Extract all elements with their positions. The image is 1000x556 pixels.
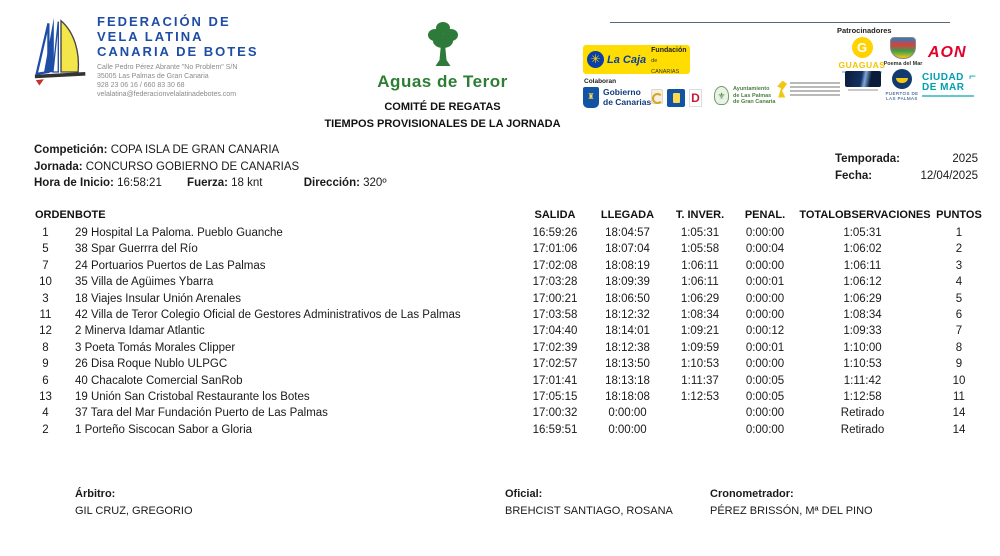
jornada-row <box>34 159 387 176</box>
cronometrador-name: PÉREZ BRISSÓN, Mª DEL PINO <box>710 505 873 517</box>
cell-bote: 24 Portuarios Puertos de Las Palmas <box>75 259 266 272</box>
ciudad-de-mar-tagline-bar <box>922 95 974 97</box>
cell-bote: 2 Minerva Idamar Atlantic <box>75 325 205 338</box>
fuerza-label: Fuerza: <box>187 177 228 189</box>
header-penal: PENAL. <box>744 209 786 221</box>
table-row <box>30 225 988 241</box>
patrocinadores-label: Patrocinadores <box>837 26 892 35</box>
guaguas-g-icon: G <box>852 37 873 58</box>
results-table <box>30 207 988 438</box>
cell-llegada: 18:08:19 <box>605 259 650 272</box>
phone-line: 928 23 06 16 / 660 83 30 68 <box>97 82 185 89</box>
cell-orden: 3 <box>42 292 49 305</box>
cell-orden: 13 <box>39 391 52 404</box>
cell-bote: 29 Hospital La Paloma. Pueblo Guanche <box>75 227 283 239</box>
cronometrador-block <box>710 486 873 520</box>
cell-puntos: 5 <box>955 292 963 305</box>
cronometrador-label: Cronometrador: <box>710 488 794 500</box>
cell-puntos: 7 <box>955 325 963 338</box>
table-row <box>30 340 988 356</box>
federation-logo <box>34 14 259 99</box>
ciudad-de-mar-logo <box>922 69 982 97</box>
cell-bote: 37 Tara del Mar Fundación Puerto de Las Palmas <box>75 407 328 420</box>
document-title <box>270 99 615 133</box>
cell-total-observaciones: 1:05:31 <box>843 227 882 239</box>
ayuntamiento-line1: Ayuntamiento <box>733 86 770 92</box>
cell-llegada: 18:18:08 <box>605 391 650 404</box>
cell-llegada: 18:07:04 <box>605 243 650 256</box>
guaguas-label: GUAGUAS <box>838 60 886 70</box>
oficial-block <box>505 486 673 520</box>
table-row <box>30 356 988 372</box>
blue-emblem-logo <box>667 89 685 107</box>
cell-orden: 8 <box>42 341 49 354</box>
cell-t-inver <box>665 422 735 438</box>
temporada-row <box>835 151 978 168</box>
table-row <box>30 307 988 323</box>
puertos-circle-icon <box>892 69 912 89</box>
oficial-label: Oficial: <box>505 488 543 500</box>
sailing-photo-logo <box>845 71 881 87</box>
arbitro-label: Árbitro: <box>75 488 116 500</box>
ciudad-line2: DE MAR <box>922 82 965 93</box>
gobierno-line2: de Canarias <box>603 96 652 107</box>
address-line: Calle Pedro Pérez Abrante "No Problem" S/N <box>97 64 238 71</box>
gobierno-text <box>603 88 651 107</box>
cell-salida: 17:02:39 <box>532 341 578 354</box>
instituto-fine-print <box>790 80 840 98</box>
cell-llegada: 18:13:18 <box>605 374 650 387</box>
federation-name-line: VELA LATINA <box>97 29 204 44</box>
federation-name <box>97 14 259 59</box>
cell-penal: 0:00:00 <box>745 358 785 371</box>
cell-salida: 17:04:40 <box>532 325 578 338</box>
lateen-sail-boat-icon <box>34 14 88 99</box>
cell-orden: 7 <box>42 259 49 272</box>
cell-puntos: 6 <box>955 309 963 322</box>
aon-logo: AON <box>928 44 967 61</box>
fundacion-canarias-text <box>651 44 686 76</box>
poema-del-mar-shield-icon <box>890 37 916 59</box>
cell-orden: 9 <box>42 358 49 371</box>
la-caja-name: La Caja <box>607 53 647 66</box>
email-line: velalatina@federacionvelalatinadebotes.com <box>97 91 237 98</box>
cell-penal: 0:00:12 <box>745 325 785 338</box>
cell-salida: 17:05:15 <box>532 391 578 404</box>
ayuntamiento-text <box>733 86 776 106</box>
cell-t-inver: 1:05:58 <box>680 243 720 256</box>
cell-orden: 11 <box>39 309 52 322</box>
cell-t-inver: 1:06:29 <box>680 292 720 305</box>
gobierno-crest-icon: ♜ <box>583 87 599 108</box>
cell-total-observaciones: Retirado <box>840 423 885 436</box>
cell-puntos: 14 <box>952 423 966 436</box>
cell-penal: 0:00:00 <box>745 259 785 272</box>
cell-t-inver <box>665 405 735 421</box>
cell-orden: 5 <box>42 243 49 256</box>
federation-name-line: CANARIA DE BOTES <box>97 44 259 59</box>
instituto-municipal-deportes-logo <box>776 80 840 98</box>
ayuntamiento-line2: de Las Palmas <box>733 92 772 99</box>
cell-penal: 0:00:01 <box>745 276 785 289</box>
cell-t-inver: 1:09:21 <box>680 325 720 338</box>
competicion-label: Competición: <box>34 144 108 156</box>
cell-bote: 26 Disa Roque Nublo ULPGC <box>75 358 228 371</box>
cell-penal: 0:00:05 <box>745 391 785 404</box>
federation-name-line: FEDERACIÓN DE <box>97 14 231 29</box>
aguas-de-teror-label: Aguas de Teror <box>377 72 508 91</box>
table-row <box>30 241 988 257</box>
cell-puntos: 14 <box>952 407 966 420</box>
cell-orden: 1 <box>42 227 49 239</box>
gobierno-de-canarias-logo <box>583 87 651 108</box>
aguas-de-teror-logo <box>365 20 520 92</box>
header-puntos: PUNTOS <box>936 209 982 221</box>
title-tiempos: TIEMPOS PROVISIONALES DE LA JORNADA <box>324 118 561 130</box>
cell-puntos: 10 <box>952 374 966 387</box>
cell-bote: 42 Villa de Teror Colegio Oficial de Gestores Administrativos de Las Palmas <box>75 309 461 322</box>
cell-puntos: 2 <box>955 243 963 256</box>
cell-llegada: 18:13:50 <box>605 358 650 371</box>
cell-bote: 38 Spar Guerrra del Río <box>75 243 198 256</box>
cell-salida: 17:00:21 <box>532 292 578 305</box>
table-row <box>30 422 988 438</box>
hora-inicio-value: 16:58:21 <box>117 177 162 189</box>
cell-total-observaciones: 1:06:11 <box>843 259 882 272</box>
cell-salida: 17:03:58 <box>532 309 578 322</box>
cell-t-inver: 1:05:31 <box>680 227 720 239</box>
cell-llegada: 0:00:00 <box>608 423 647 436</box>
ayuntamiento-las-palmas-logo <box>714 86 776 106</box>
results-table-header <box>30 207 988 225</box>
la-caja-fundacion-logo <box>583 45 690 74</box>
cell-bote: 40 Chacalote Comercial SanRob <box>75 374 243 387</box>
competicion-value: COPA ISLA DE GRAN CANARIA <box>110 144 280 156</box>
cell-salida: 17:02:08 <box>532 259 578 272</box>
cell-puntos: 4 <box>955 276 963 289</box>
cell-penal: 0:00:00 <box>745 423 785 436</box>
header-separator-line <box>610 22 950 23</box>
arbitro-name: GIL CRUZ, GREGORIO <box>75 505 193 517</box>
hora-inicio-label: Hora de Inicio: <box>34 177 114 189</box>
header-orden: ORDEN <box>35 209 75 221</box>
cell-salida: 16:59:26 <box>532 227 578 239</box>
cell-puntos: 8 <box>955 341 963 354</box>
cell-salida: 17:01:41 <box>532 374 578 387</box>
cell-t-inver: 1:12:53 <box>680 391 720 404</box>
cell-salida: 17:02:57 <box>532 358 578 371</box>
jornada-value: CONCURSO GOBIERNO DE CANARIAS <box>85 160 300 173</box>
arbitro-block <box>75 486 193 520</box>
table-row <box>30 389 988 405</box>
temporada-label: Temporada: <box>835 153 900 165</box>
fish-hook-icon: ⌐ <box>968 69 976 83</box>
cell-t-inver: 1:10:53 <box>680 358 720 371</box>
cell-puntos: 1 <box>955 227 963 239</box>
cell-bote: 1 Porteño Siscocan Sabor a Gloria <box>75 423 253 436</box>
results-table-body <box>30 225 988 438</box>
condiciones-row <box>34 175 387 192</box>
cell-total-observaciones: 1:06:02 <box>843 243 882 256</box>
oficial-name: BREHCIST SANTIAGO, ROSANA <box>505 505 673 517</box>
cell-llegada: 18:14:01 <box>605 325 650 338</box>
poema-del-mar-logo <box>882 37 924 67</box>
ayuntamiento-line3: de Gran Canaria <box>733 99 776 105</box>
cell-total-observaciones: 1:06:29 <box>843 292 882 305</box>
de-canarias-label: de CANARIAS <box>651 57 680 75</box>
cell-llegada: 18:09:39 <box>605 276 650 289</box>
cell-total-observaciones: 1:08:34 <box>843 309 882 322</box>
cell-t-inver: 1:09:59 <box>680 341 720 354</box>
direccion-value: 320º <box>363 177 387 189</box>
cell-orden: 4 <box>42 407 49 420</box>
fecha-row <box>835 168 978 185</box>
cell-salida: 16:59:51 <box>532 423 578 436</box>
cell-puntos: 9 <box>955 358 963 371</box>
cell-llegada: 18:06:50 <box>605 292 650 305</box>
cell-orden: 12 <box>39 325 52 338</box>
cell-orden: 6 <box>42 374 49 387</box>
cabildo-logo <box>651 89 663 104</box>
cell-total-observaciones: 1:10:00 <box>843 341 882 354</box>
athlete-figure-icon <box>776 81 787 98</box>
cell-llegada: 18:12:32 <box>605 309 650 322</box>
cell-total-observaciones: Retirado <box>840 407 885 420</box>
ciudad-line1: CIUDAD <box>922 72 964 83</box>
cell-total-observaciones: 1:11:42 <box>843 374 882 387</box>
poema-del-mar-label: Poema del Mar <box>883 61 923 67</box>
fecha-value: 12/04/2025 <box>920 170 978 182</box>
season-info <box>835 151 978 185</box>
direccion-label: Dirección: <box>303 177 360 189</box>
cell-total-observaciones: 1:12:58 <box>843 391 882 404</box>
header-t-inver: T. INVER. <box>675 209 725 221</box>
cell-penal: 0:00:04 <box>745 243 785 256</box>
gobierno-line1: Gobierno <box>603 87 641 97</box>
cell-t-inver: 1:06:11 <box>681 276 719 289</box>
cell-t-inver: 1:06:11 <box>681 259 719 272</box>
cell-bote: 3 Poeta Tomás Morales Clipper <box>75 341 236 354</box>
cell-llegada: 18:04:57 <box>605 227 650 239</box>
fundacion-label: Fundación <box>651 46 687 54</box>
ayuntamiento-crest-icon: ⚜ <box>714 86 729 105</box>
cell-penal: 0:00:00 <box>745 309 785 322</box>
cell-total-observaciones: 1:06:12 <box>843 276 882 289</box>
fuerza-value: 18 knt <box>231 177 263 189</box>
cell-bote: 19 Unión San Cristobal Restaurante los Botes <box>75 391 310 404</box>
cell-puntos: 11 <box>953 391 965 404</box>
fecha-label: Fecha: <box>835 170 873 182</box>
competition-info <box>34 142 387 192</box>
la-caja-sun-icon: ✳ <box>587 51 604 68</box>
header-observaciones: OBSERVACIONES <box>835 209 931 221</box>
table-row <box>30 274 988 290</box>
header-llegada: LLEGADA <box>600 209 655 221</box>
d-emblem-logo: D <box>689 89 702 107</box>
cell-llegada: 0:00:00 <box>608 407 647 420</box>
puertos-label: PUERTOS DE LAS PALMAS <box>885 91 919 101</box>
cell-bote: 18 Viajes Insular Unión Arenales <box>75 292 242 305</box>
cell-salida: 17:00:32 <box>532 407 578 420</box>
federation-text <box>97 14 259 99</box>
table-row <box>30 323 988 339</box>
cell-bote: 35 Villa de Agüimes Ybarra <box>75 276 214 289</box>
cell-penal: 0:00:00 <box>745 292 785 305</box>
cell-total-observaciones: 1:09:33 <box>843 325 882 338</box>
cell-salida: 17:03:28 <box>532 276 578 289</box>
header-salida: SALIDA <box>534 209 576 221</box>
header-bote: BOTE <box>75 209 106 221</box>
cell-penal: 0:00:05 <box>745 374 785 387</box>
puertos-de-las-palmas-logo <box>885 69 919 101</box>
cell-orden: 2 <box>42 423 49 436</box>
cell-t-inver: 1:11:37 <box>681 374 719 387</box>
colaboran-label: Colaboran <box>584 78 617 85</box>
header-total: TOTAL <box>799 209 835 221</box>
cell-llegada: 18:12:38 <box>605 341 650 354</box>
tree-icon <box>421 53 465 70</box>
cell-penal: 0:00:00 <box>745 407 785 420</box>
cell-total-observaciones: 1:10:53 <box>843 358 882 371</box>
cell-t-inver: 1:08:34 <box>680 309 720 322</box>
cell-penal: 0:00:00 <box>745 227 785 239</box>
jornada-label: Jornada: <box>34 160 83 173</box>
table-row <box>30 373 988 389</box>
competicion-row <box>34 142 387 159</box>
cell-penal: 0:00:01 <box>745 341 785 354</box>
cell-orden: 10 <box>39 276 52 289</box>
address-line: 35005 Las Palmas de Gran Canaria <box>97 73 209 80</box>
title-comite: COMITÉ DE REGATAS <box>384 101 501 113</box>
table-row <box>30 405 988 421</box>
table-row <box>30 258 988 274</box>
temporada-value: 2025 <box>952 153 978 165</box>
cell-puntos: 3 <box>955 259 963 272</box>
cell-salida: 17:01:06 <box>532 243 578 256</box>
federation-address <box>97 63 259 99</box>
table-row <box>30 291 988 307</box>
